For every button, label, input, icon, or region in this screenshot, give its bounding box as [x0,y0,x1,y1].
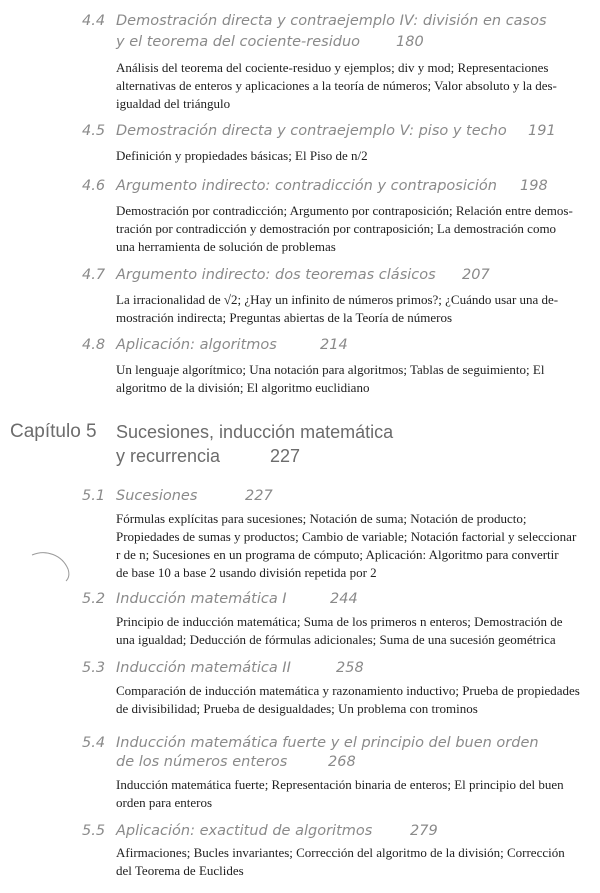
description-line: Afirmaciones; Bucles invariantes; Corrección del algoritmo de la división; Corrección [116,845,565,860]
section-page-number: 198 [520,178,548,194]
section-number: 5.5 [82,823,106,839]
section-title-line: Demostración directa y contraejemplo V: piso y techo [116,123,507,139]
description-line: Propiedades de sumas y productos; Cambio de variable; Notación factorial y seleccionar [116,529,577,544]
section-page-number: 268 [328,754,356,770]
chapter-title-line[interactable]: y recurrencia [116,446,221,466]
section-page-number: 244 [330,591,358,607]
description-line: del Teorema de Euclides [116,863,244,878]
section-page-number: 279 [410,823,438,839]
section-number: 5.3 [82,660,106,676]
section-page-number: 191 [528,123,556,139]
description-line: de base 10 a base 2 usando división repetida por 2 [116,565,377,580]
section-title-line: Aplicación: algoritmos [116,337,277,353]
pencil-mark-icon [28,545,78,585]
section-page-number: 214 [320,337,348,353]
section-description [116,776,586,812]
description-line: Un lenguaje algorítmico; Una notación para algoritmos; Tablas de seguimiento; El [116,362,545,377]
section-page-number: 258 [336,660,364,676]
section-description [116,844,586,880]
section-title-line: Aplicación: exactitud de algoritmos [116,823,373,839]
section-title-line: Demostración directa y contraejemplo IV: división en casos [116,13,547,29]
section-page-number: 207 [462,267,490,283]
section-number: 5.2 [82,591,106,607]
section-number: 4.6 [82,178,106,194]
description-line: algoritmo de la división; El algoritmo euclidiano [116,380,370,395]
section-description [116,682,586,718]
description-line: una igualdad; Deducción de fórmulas adicionales; Suma de una sucesión geométrica [116,632,556,647]
description-line: La irracionalidad de √2; ¿Hay un infinito de números primos?; ¿Cuándo usar una de- [116,292,559,307]
section-description [116,613,586,649]
description-line: mostración indirecta; Preguntas abiertas de la Teoría de números [116,310,453,325]
description-line: alternativas de enteros y aplicaciones a la teoría de números; Valor absoluto y la des- [116,78,557,93]
description-line: Fórmulas explícitas para sucesiones; Notación de suma; Notación de producto; [116,511,527,526]
section-number: 4.8 [82,337,106,353]
section-description [116,202,586,256]
section-number: 5.1 [82,488,106,504]
section-number: 4.7 [82,267,106,283]
section-title-line: Inducción matemática I [116,591,287,607]
chapter-title-line[interactable]: Sucesiones, inducción matemática [116,422,394,442]
section-page-number: 227 [245,488,273,504]
chapter-page-number: 227 [270,446,301,466]
description-line: una herramienta de solución de problemas [116,239,336,254]
description-line: Inducción matemática fuerte; Representación binaria de enteros; El principio del buen [116,777,564,792]
description-line: orden para enteros [116,795,213,810]
description-line: de divisibilidad; Prueba de desigualdades; Un problema con trominos [116,701,478,716]
section-title-line: Inducción matemática fuerte y el principio del buen orden [116,735,539,751]
section-title-line: de los números enteros [116,754,288,770]
section-description [116,59,586,113]
description-line: r de n; Sucesiones en un programa de cómputo; Aplicación: Algoritmo para convertir [116,547,559,562]
description-line: igualdad del triángulo [116,96,231,111]
section-title-line: Argumento indirecto: contradicción y contraposición [116,178,497,194]
section-description [116,147,586,165]
section-description [116,510,586,582]
section-description [116,361,586,397]
section-title-line: y el teorema del cociente-residuo [116,34,361,50]
section-title-line: Sucesiones [116,488,198,504]
section-number: 4.5 [82,123,106,139]
description-line: Principio de inducción matemática; Suma de los primeros n enteros; Demostración de [116,614,563,629]
section-title-line: Inducción matemática II [116,660,291,676]
description-line: Comparación de inducción matemática y razonamiento inductivo; Prueba de propiedades [116,683,580,698]
description-line: Demostración por contradicción; Argumento por contraposición; Relación entre demos- [116,203,573,218]
chapter-label: Capítulo 5 [10,421,97,442]
section-number: 4.4 [82,13,106,29]
description-line: Análisis del teorema del cociente-residuo y ejemplos; div y mod; Representaciones [116,60,549,75]
section-description [116,291,586,327]
section-title-line: Argumento indirecto: dos teoremas clásicos [116,267,436,283]
section-number: 5.4 [82,735,106,751]
description-line: Definición y propiedades básicas; El Piso de n/2 [116,148,368,163]
description-line: tración por contradicción y demostración por contraposición; La demostración como [116,221,557,236]
section-page-number: 180 [396,34,424,50]
